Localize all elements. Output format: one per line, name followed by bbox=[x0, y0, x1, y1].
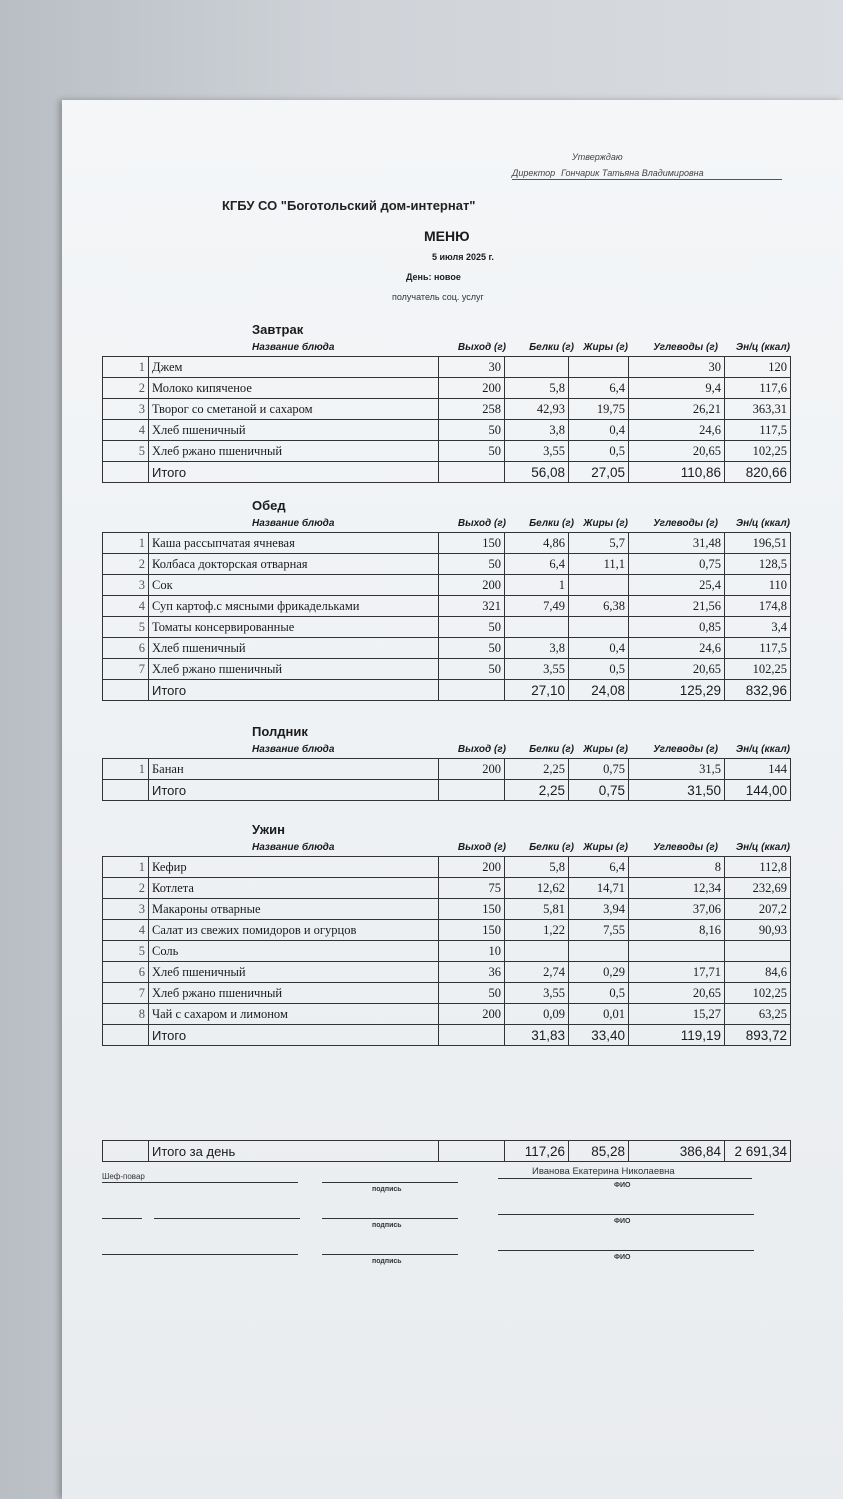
total-energy: 144,00 bbox=[725, 780, 791, 801]
dish-carbs: 8,16 bbox=[629, 920, 725, 941]
col-yield: Выход (г) bbox=[457, 744, 506, 755]
day-total-carbs: 386,84 bbox=[629, 1141, 725, 1162]
col-protein: Белки (г) bbox=[529, 744, 574, 755]
dish-fat bbox=[569, 617, 629, 638]
dish-name: Томаты консервированные bbox=[149, 617, 439, 638]
total-row bbox=[103, 1025, 791, 1046]
table-row bbox=[103, 357, 791, 378]
col-fat: Жиры (г) bbox=[583, 842, 628, 853]
meal-section bbox=[102, 322, 832, 483]
dish-yield: 200 bbox=[439, 378, 505, 399]
dish-fat: 6,38 bbox=[569, 596, 629, 617]
dish-name: Сок bbox=[149, 575, 439, 596]
col-energy: Эн/ц (ккал) bbox=[735, 518, 790, 529]
dish-protein: 3,8 bbox=[505, 420, 569, 441]
dish-energy: 120 bbox=[725, 357, 791, 378]
chef-label: Шеф-повар bbox=[102, 1172, 145, 1181]
dish-name: Джем bbox=[149, 357, 439, 378]
page-title: МЕНЮ bbox=[424, 228, 470, 244]
dish-fat: 3,94 bbox=[569, 899, 629, 920]
dish-fat: 0,5 bbox=[569, 659, 629, 680]
total-energy: 893,72 bbox=[725, 1025, 791, 1046]
dish-yield: 50 bbox=[439, 554, 505, 575]
col-fat: Жиры (г) bbox=[583, 744, 628, 755]
col-yield: Выход (г) bbox=[457, 342, 506, 353]
day-total-label: Итого за день bbox=[149, 1141, 439, 1162]
dish-name: Котлета bbox=[149, 878, 439, 899]
dish-name: Хлеб ржано пшеничный bbox=[149, 983, 439, 1004]
dish-protein: 42,93 bbox=[505, 399, 569, 420]
row-number: 3 bbox=[103, 899, 149, 920]
dish-name: Каша рассыпчатая ячневая bbox=[149, 533, 439, 554]
dish-protein: 2,25 bbox=[505, 759, 569, 780]
table-row bbox=[103, 554, 791, 575]
dish-carbs: 25,4 bbox=[629, 575, 725, 596]
dish-energy: 117,5 bbox=[725, 638, 791, 659]
dish-fat: 0,4 bbox=[569, 420, 629, 441]
dish-name: Банан bbox=[149, 759, 439, 780]
table-row bbox=[103, 1004, 791, 1025]
dish-protein: 3,8 bbox=[505, 638, 569, 659]
day-total-fat: 85,28 bbox=[569, 1141, 629, 1162]
dish-protein: 12,62 bbox=[505, 878, 569, 899]
table-row bbox=[103, 659, 791, 680]
fio-caption-1: ФИО bbox=[614, 1182, 631, 1189]
dish-carbs: 20,65 bbox=[629, 659, 725, 680]
approval-block bbox=[512, 152, 782, 180]
dish-protein: 5,81 bbox=[505, 899, 569, 920]
table-row bbox=[103, 638, 791, 659]
director-name: Гончарик Татьяна Владимировна bbox=[561, 168, 704, 178]
dish-yield: 50 bbox=[439, 659, 505, 680]
dish-yield: 10 bbox=[439, 941, 505, 962]
dish-carbs: 24,6 bbox=[629, 638, 725, 659]
column-header-row bbox=[102, 518, 832, 532]
dish-name: Макароны отварные bbox=[149, 899, 439, 920]
dish-protein: 3,55 bbox=[505, 983, 569, 1004]
dish-protein: 5,8 bbox=[505, 857, 569, 878]
dish-fat: 0,4 bbox=[569, 638, 629, 659]
dish-yield: 200 bbox=[439, 575, 505, 596]
total-row bbox=[103, 780, 791, 801]
dish-energy: 196,51 bbox=[725, 533, 791, 554]
row-number: 1 bbox=[103, 857, 149, 878]
meal-table bbox=[102, 532, 791, 701]
dish-fat: 0,5 bbox=[569, 441, 629, 462]
dish-carbs: 9,4 bbox=[629, 378, 725, 399]
dish-name: Хлеб пшеничный bbox=[149, 962, 439, 983]
dish-carbs: 15,27 bbox=[629, 1004, 725, 1025]
table-row bbox=[103, 596, 791, 617]
dish-protein: 3,55 bbox=[505, 659, 569, 680]
dish-carbs: 17,71 bbox=[629, 962, 725, 983]
col-carbs: Углеводы (г) bbox=[653, 518, 718, 529]
fio-caption-3: ФИО bbox=[614, 1254, 631, 1261]
dish-energy: 3,4 bbox=[725, 617, 791, 638]
table-row bbox=[103, 920, 791, 941]
dish-fat: 6,4 bbox=[569, 857, 629, 878]
row-number: 8 bbox=[103, 1004, 149, 1025]
row-number: 5 bbox=[103, 441, 149, 462]
total-carbs: 31,50 bbox=[629, 780, 725, 801]
row-number: 5 bbox=[103, 617, 149, 638]
table-row bbox=[103, 575, 791, 596]
dish-energy: 90,93 bbox=[725, 920, 791, 941]
dish-energy bbox=[725, 941, 791, 962]
dish-name: Хлеб пшеничный bbox=[149, 420, 439, 441]
chef-name: Иванова Екатерина Николаевна bbox=[532, 1166, 675, 1177]
total-carbs: 110,86 bbox=[629, 462, 725, 483]
dish-protein: 1,22 bbox=[505, 920, 569, 941]
row-number: 3 bbox=[103, 575, 149, 596]
table-row bbox=[103, 983, 791, 1004]
total-row bbox=[103, 680, 791, 701]
dish-energy: 102,25 bbox=[725, 983, 791, 1004]
dish-fat: 19,75 bbox=[569, 399, 629, 420]
total-carbs: 119,19 bbox=[629, 1025, 725, 1046]
dish-energy: 128,5 bbox=[725, 554, 791, 575]
col-yield: Выход (г) bbox=[457, 518, 506, 529]
total-protein: 27,10 bbox=[505, 680, 569, 701]
dish-yield: 36 bbox=[439, 962, 505, 983]
meal-section bbox=[102, 498, 832, 701]
total-label: Итого bbox=[149, 680, 439, 701]
row-number: 4 bbox=[103, 920, 149, 941]
dish-carbs: 0,85 bbox=[629, 617, 725, 638]
dish-name: Хлеб ржано пшеничный bbox=[149, 441, 439, 462]
dish-carbs: 0,75 bbox=[629, 554, 725, 575]
table-row bbox=[103, 878, 791, 899]
dish-name: Колбаса докторская отварная bbox=[149, 554, 439, 575]
dish-energy: 363,31 bbox=[725, 399, 791, 420]
day-total-energy: 2 691,34 bbox=[725, 1141, 791, 1162]
dish-protein: 1 bbox=[505, 575, 569, 596]
row-number: 1 bbox=[103, 533, 149, 554]
meal-table bbox=[102, 758, 791, 801]
dish-protein: 2,74 bbox=[505, 962, 569, 983]
dish-protein: 7,49 bbox=[505, 596, 569, 617]
dish-yield: 150 bbox=[439, 920, 505, 941]
row-number: 3 bbox=[103, 399, 149, 420]
dish-yield: 200 bbox=[439, 759, 505, 780]
column-header-row bbox=[102, 342, 832, 356]
row-number: 7 bbox=[103, 659, 149, 680]
table-row bbox=[103, 962, 791, 983]
section-title: Ужин bbox=[252, 822, 285, 837]
row-number: 2 bbox=[103, 378, 149, 399]
dish-yield: 50 bbox=[439, 617, 505, 638]
dish-energy: 117,6 bbox=[725, 378, 791, 399]
fio-caption-2: ФИО bbox=[614, 1218, 631, 1225]
dish-fat: 7,55 bbox=[569, 920, 629, 941]
total-fat: 24,08 bbox=[569, 680, 629, 701]
dish-protein: 4,86 bbox=[505, 533, 569, 554]
director-label: Директор bbox=[512, 168, 556, 178]
total-fat: 0,75 bbox=[569, 780, 629, 801]
table-row bbox=[103, 399, 791, 420]
row-number: 5 bbox=[103, 941, 149, 962]
dish-protein: 5,8 bbox=[505, 378, 569, 399]
col-protein: Белки (г) bbox=[529, 342, 574, 353]
col-protein: Белки (г) bbox=[529, 518, 574, 529]
dish-energy: 207,2 bbox=[725, 899, 791, 920]
meal-table bbox=[102, 856, 791, 1046]
total-protein: 2,25 bbox=[505, 780, 569, 801]
col-energy: Эн/ц (ккал) bbox=[735, 342, 790, 353]
dish-fat: 0,29 bbox=[569, 962, 629, 983]
dish-fat: 0,75 bbox=[569, 759, 629, 780]
dish-energy: 63,25 bbox=[725, 1004, 791, 1025]
dish-fat bbox=[569, 357, 629, 378]
total-carbs: 125,29 bbox=[629, 680, 725, 701]
total-label: Итого bbox=[149, 462, 439, 483]
table-row bbox=[103, 441, 791, 462]
col-energy: Эн/ц (ккал) bbox=[735, 842, 790, 853]
dish-yield: 50 bbox=[439, 420, 505, 441]
dish-carbs: 12,34 bbox=[629, 878, 725, 899]
dish-name: Суп картоф.с мясными фрикадельками bbox=[149, 596, 439, 617]
meal-table bbox=[102, 356, 791, 483]
col-protein: Белки (г) bbox=[529, 842, 574, 853]
dish-energy: 84,6 bbox=[725, 962, 791, 983]
table-row bbox=[103, 857, 791, 878]
table-row bbox=[103, 899, 791, 920]
menu-day: День: новое bbox=[406, 272, 461, 282]
dish-protein bbox=[505, 357, 569, 378]
section-title: Обед bbox=[252, 498, 286, 513]
dish-fat: 6,4 bbox=[569, 378, 629, 399]
dish-energy: 102,25 bbox=[725, 441, 791, 462]
dish-carbs: 21,56 bbox=[629, 596, 725, 617]
dish-fat bbox=[569, 575, 629, 596]
dish-carbs: 8 bbox=[629, 857, 725, 878]
col-fat: Жиры (г) bbox=[583, 342, 628, 353]
dish-energy: 232,69 bbox=[725, 878, 791, 899]
meal-section bbox=[102, 724, 832, 801]
dish-yield: 321 bbox=[439, 596, 505, 617]
table-row bbox=[103, 420, 791, 441]
row-number: 1 bbox=[103, 357, 149, 378]
col-carbs: Углеводы (г) bbox=[653, 842, 718, 853]
dish-name: Соль bbox=[149, 941, 439, 962]
table-row bbox=[103, 533, 791, 554]
dish-name: Чай с сахаром и лимоном bbox=[149, 1004, 439, 1025]
dish-yield: 50 bbox=[439, 638, 505, 659]
dish-carbs: 37,06 bbox=[629, 899, 725, 920]
recipient-label: получатель соц. услуг bbox=[392, 292, 484, 302]
col-fat: Жиры (г) bbox=[583, 518, 628, 529]
row-number: 7 bbox=[103, 983, 149, 1004]
dish-carbs: 31,5 bbox=[629, 759, 725, 780]
dish-carbs bbox=[629, 941, 725, 962]
dish-name: Творог со сметаной и сахаром bbox=[149, 399, 439, 420]
dish-fat: 11,1 bbox=[569, 554, 629, 575]
col-carbs: Углеводы (г) bbox=[653, 342, 718, 353]
total-fat: 27,05 bbox=[569, 462, 629, 483]
dish-energy: 174,8 bbox=[725, 596, 791, 617]
column-header-row bbox=[102, 842, 832, 856]
dish-yield: 200 bbox=[439, 857, 505, 878]
dish-energy: 117,5 bbox=[725, 420, 791, 441]
total-energy: 832,96 bbox=[725, 680, 791, 701]
dish-name: Хлеб ржано пшеничный bbox=[149, 659, 439, 680]
row-number: 4 bbox=[103, 596, 149, 617]
col-carbs: Углеводы (г) bbox=[653, 744, 718, 755]
dish-fat: 0,01 bbox=[569, 1004, 629, 1025]
total-protein: 56,08 bbox=[505, 462, 569, 483]
dish-carbs: 30 bbox=[629, 357, 725, 378]
dish-name: Салат из свежих помидоров и огурцов bbox=[149, 920, 439, 941]
dish-yield: 50 bbox=[439, 441, 505, 462]
sign-caption-3: подпись bbox=[372, 1258, 402, 1265]
day-total-protein: 117,26 bbox=[505, 1141, 569, 1162]
column-header-row bbox=[102, 744, 832, 758]
table-row bbox=[103, 759, 791, 780]
approve-label: Утверждаю bbox=[572, 152, 623, 162]
row-number: 4 bbox=[103, 420, 149, 441]
row-number: 2 bbox=[103, 554, 149, 575]
section-title: Полдник bbox=[252, 724, 308, 739]
dish-carbs: 20,65 bbox=[629, 983, 725, 1004]
row-number: 6 bbox=[103, 638, 149, 659]
dish-yield: 30 bbox=[439, 357, 505, 378]
total-row bbox=[103, 462, 791, 483]
dish-fat: 0,5 bbox=[569, 983, 629, 1004]
row-number: 2 bbox=[103, 878, 149, 899]
dish-energy: 110 bbox=[725, 575, 791, 596]
meal-section bbox=[102, 822, 832, 1046]
day-total-table bbox=[102, 1140, 791, 1162]
col-energy: Эн/ц (ккал) bbox=[735, 744, 790, 755]
dish-carbs: 24,6 bbox=[629, 420, 725, 441]
row-number: 6 bbox=[103, 962, 149, 983]
dish-yield: 200 bbox=[439, 1004, 505, 1025]
sign-caption-2: подпись bbox=[372, 1222, 402, 1229]
dish-protein: 6,4 bbox=[505, 554, 569, 575]
section-title: Завтрак bbox=[252, 322, 304, 337]
dish-name: Молоко кипяченое bbox=[149, 378, 439, 399]
total-protein: 31,83 bbox=[505, 1025, 569, 1046]
dish-yield: 258 bbox=[439, 399, 505, 420]
dish-yield: 150 bbox=[439, 899, 505, 920]
dish-protein bbox=[505, 941, 569, 962]
total-fat: 33,40 bbox=[569, 1025, 629, 1046]
dish-energy: 102,25 bbox=[725, 659, 791, 680]
paper-sheet bbox=[62, 100, 843, 1499]
dish-energy: 112,8 bbox=[725, 857, 791, 878]
sign-caption-1: подпись bbox=[372, 1186, 402, 1193]
dish-yield: 75 bbox=[439, 878, 505, 899]
menu-date: 5 июля 2025 г. bbox=[432, 252, 494, 262]
col-name: Название блюда bbox=[252, 342, 335, 353]
dish-fat: 5,7 bbox=[569, 533, 629, 554]
dish-carbs: 26,21 bbox=[629, 399, 725, 420]
organization-name: КГБУ СО "Боготольский дом-интернат" bbox=[222, 198, 476, 213]
dish-name: Хлеб пшеничный bbox=[149, 638, 439, 659]
dish-name: Кефир bbox=[149, 857, 439, 878]
dish-carbs: 31,48 bbox=[629, 533, 725, 554]
dish-yield: 50 bbox=[439, 983, 505, 1004]
table-row bbox=[103, 941, 791, 962]
row-number: 1 bbox=[103, 759, 149, 780]
total-label: Итого bbox=[149, 780, 439, 801]
dish-fat: 14,71 bbox=[569, 878, 629, 899]
dish-protein bbox=[505, 617, 569, 638]
total-label: Итого bbox=[149, 1025, 439, 1046]
dish-energy: 144 bbox=[725, 759, 791, 780]
total-energy: 820,66 bbox=[725, 462, 791, 483]
dish-carbs: 20,65 bbox=[629, 441, 725, 462]
col-name: Название блюда bbox=[252, 744, 335, 755]
col-name: Название блюда bbox=[252, 518, 335, 529]
dish-protein: 0,09 bbox=[505, 1004, 569, 1025]
col-name: Название блюда bbox=[252, 842, 335, 853]
table-row bbox=[103, 617, 791, 638]
table-row bbox=[103, 378, 791, 399]
dish-protein: 3,55 bbox=[505, 441, 569, 462]
col-yield: Выход (г) bbox=[457, 842, 506, 853]
dish-yield: 150 bbox=[439, 533, 505, 554]
dish-fat bbox=[569, 941, 629, 962]
